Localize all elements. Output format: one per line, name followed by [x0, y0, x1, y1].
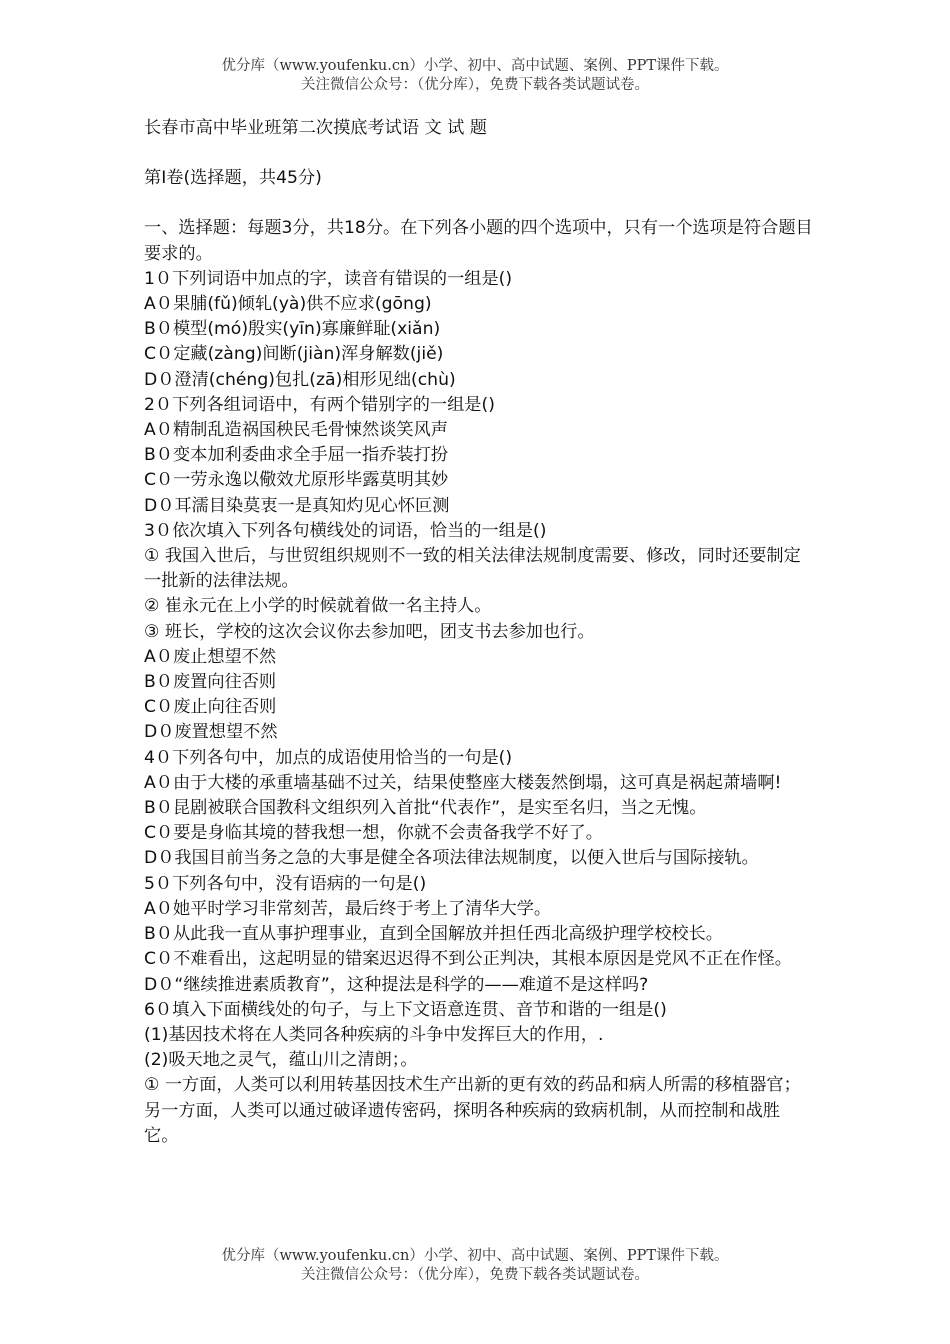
question-5-option-b: B０从此我一直从事护理事业，直到全国解放并担任西北高级护理学校校长。: [144, 924, 723, 945]
question-4-option-c: C０要是身临其境的替我想一想，你就不会责备我学不好了。: [144, 823, 603, 844]
question-4-option-b: B０昆剧被联合国教科文组织列入首批“代表作”，是实至名归，当之无愧。: [144, 798, 707, 819]
document-title: 长春市高中毕业班第二次摸底考试语 文 试 题: [144, 118, 487, 138]
question-3-sentence-3: ③ 班长，学校的这次会议你去参加吧，团支书去参加也行。: [144, 621, 595, 642]
question-2-option-b: B０变本加利委曲求全手屈一指乔装打扮: [144, 445, 448, 466]
footer-line-1: 优分库（www.youfenku.cn）小学、初中、高中试题、案例、PPT课件下载。: [221, 1248, 729, 1264]
question-1-option-c: C０定藏(zàng)间断(jiàn)浑身解数(jiě): [144, 344, 444, 365]
footer-line-2: 关注微信公众号：（优分库），免费下载各类试题试卷。: [301, 1267, 649, 1283]
question-2-option-d: D０耳濡目染莫衷一是真知灼见心怀叵测: [144, 495, 450, 516]
question-2-stem: 2０下列各组词语中，有两个错别字的一组是(): [144, 394, 495, 415]
question-6-stem: 6０填入下面横线处的句子，与上下文语意连贯、音节和谐的一组是(): [144, 999, 667, 1020]
question-1-option-a: A０果脯(fǔ)倾轧(yà)供不应求(gōng): [144, 294, 432, 315]
question-4-option-a: A０由于大楼的承重墙基础不过关，结果使整座大楼轰然倒塌，这可真是祸起萧墙啊!: [144, 772, 782, 793]
question-2-option-c: C０一劳永逸以儆效尤原形毕露莫明其妙: [144, 470, 449, 491]
header-line-2: 关注微信公众号：（优分库），免费下载各类试题试卷。: [301, 77, 649, 93]
question-5-option-a: A０她平时学习非常刻苦，最后终于考上了清华大学。: [144, 898, 552, 919]
question-3-option-c: C０废止向往否则: [144, 697, 277, 718]
question-3-sentence-2: ② 崔永元在上小学的时候就着做一名主持人。: [144, 596, 492, 617]
question-3-option-d: D０废置想望不然: [144, 722, 278, 743]
question-6-option-1: ① 一方面，人类可以利用转基因技术生产出新的更有效的药品和病人所需的移植器官；另一方面，人类可以通过破译遗传密码，探明各种疾病的致病机制，从而控制和战胜它。: [144, 1075, 801, 1146]
question-6-sentence-2: (2)吸天地之灵气，蕴山川之清朗；。: [144, 1050, 418, 1071]
question-5-option-c: C０不难看出，这起明显的错案迟迟得不到公正判决，其根本原因是党风不正在作怪。: [144, 949, 792, 970]
section-heading: 第Ⅰ卷(选择题，共45分): [144, 168, 322, 189]
question-4-option-d: D０我国目前当务之急的大事是健全各项法律法规制度，以便入世后与国际接轨。: [144, 848, 759, 869]
exam-content: [144, 116, 814, 1149]
question-4-stem: 4０下列各句中，加点的成语使用恰当的一句是(): [144, 747, 513, 768]
question-1-option-d: D０澄清(chéng)包扎(zā)相形见绌(chù): [144, 369, 456, 390]
page-header: [0, 57, 950, 95]
question-1-stem: 1０下列词语中加点的字，读音有错误的一组是(): [144, 268, 513, 289]
question-1-option-b: B０模型(mó)殷实(yīn)寡廉鲜耻(xiǎn): [144, 319, 441, 340]
question-3-option-b: B０废置向往否则: [144, 672, 277, 693]
question-3-sentence-1: ① 我国入世后，与世贸组织规则不一致的相关法律法规制度需要、修改，同时还要制定一批新的法律法规。: [144, 546, 801, 592]
question-3-stem: 3０依次填入下列各句横线处的词语，恰当的一组是(): [144, 520, 547, 541]
question-5-option-d: D０“继续推进素质教育”，这种提法是科学的——难道不是这样吗?: [144, 974, 649, 995]
page-footer: [0, 1247, 950, 1285]
instruction-text: 一、选择题：每题3分，共18分。在下列各小题的四个选项中，只有一个选项是符合题目要求的。: [144, 218, 813, 264]
question-5-stem: 5０下列各句中，没有语病的一句是(): [144, 873, 427, 894]
question-6-sentence-1: (1)基因技术将在人类同各种疾病的斗争中发挥巨大的作用，.: [144, 1024, 604, 1045]
question-3-option-a: A０废止想望不然: [144, 646, 277, 667]
header-line-1: 优分库（www.youfenku.cn）小学、初中、高中试题、案例、PPT课件下载。: [221, 58, 729, 74]
question-2-option-a: A０精制乱造祸国秧民毛骨悚然谈笑风声: [144, 420, 448, 441]
